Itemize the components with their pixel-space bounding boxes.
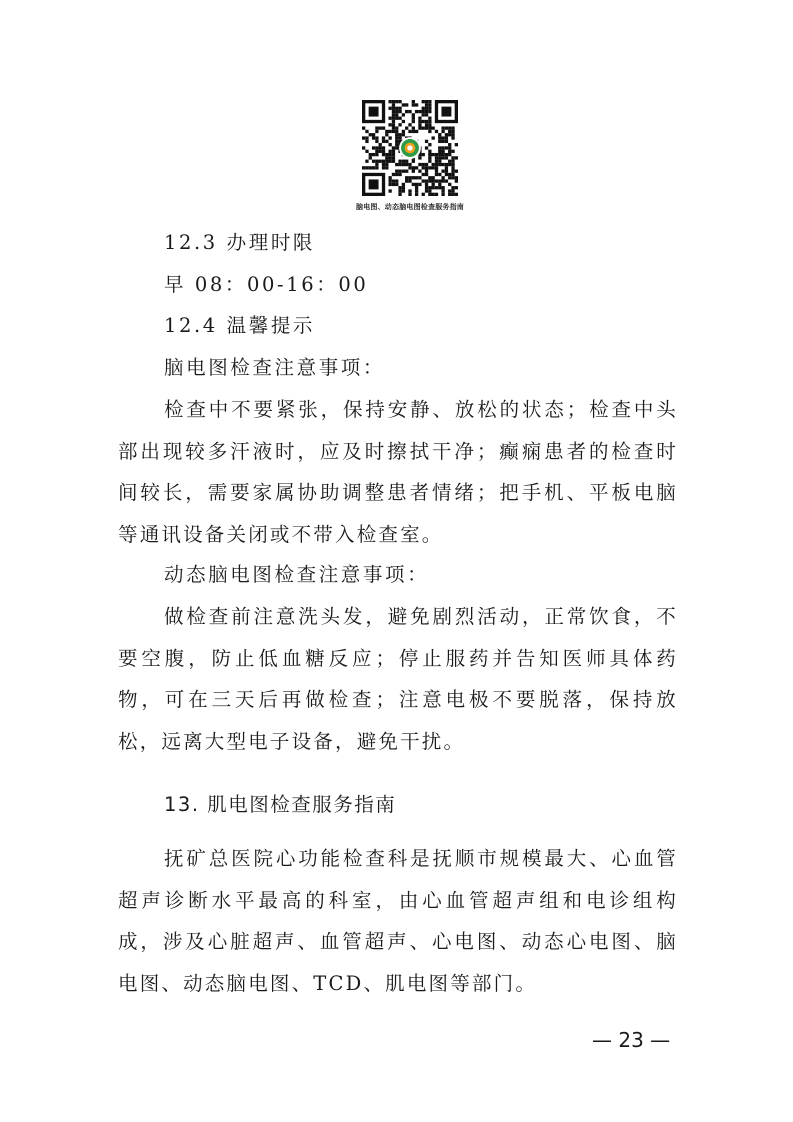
page-number: — 23 —	[592, 1028, 671, 1052]
eeg-notes-text: 检查中不要紧张，保持安静、放松的状态；检查中头部出现较多汗液时，应及时擦拭干净；癫痫患者的检查时间较长，需要家属协助调整患者情绪；把手机、平板电脑等通讯设备关闭或不带入检查室。	[118, 398, 678, 546]
qr-code-block	[350, 100, 470, 212]
qr-caption: 脑电图、动态脑电图检查服务指南	[356, 203, 464, 211]
section-13-heading: 13. 肌电图检查服务指南	[164, 793, 397, 816]
section-12-4-heading: 12.4 温馨提示	[164, 314, 316, 337]
aeeg-notes-title: 动态脑电图检查注意事项：	[164, 563, 430, 586]
section-13-intro: 抚矿总医院心功能检查科是抚顺市规模最大、心血管超声诊断水平最高的科室，由心血管超声组和电诊组构成，涉及心脏超声、血管超声、心电图、动态心电图、脑电图、动态脑电图、TCD、肌电图等部门。	[118, 847, 678, 995]
section-12-3-heading: 12.3 办理时限	[164, 231, 316, 254]
aeeg-notes-text: 做检查前注意洗头发，避免剧烈活动，正常饮食，不要空腹，防止低血糖反应；停止服药并告知医师具体药物，可在三天后再做检查；注意电极不要脱落，保持放松，远离大型电子设备，避免干扰。	[118, 605, 678, 753]
qr-logo-icon	[399, 137, 421, 159]
qr-code-icon[interactable]	[362, 100, 458, 196]
office-hours: 早 08：00-16：00	[164, 273, 369, 296]
eeg-notes-title: 脑电图检查注意事项：	[164, 356, 386, 379]
